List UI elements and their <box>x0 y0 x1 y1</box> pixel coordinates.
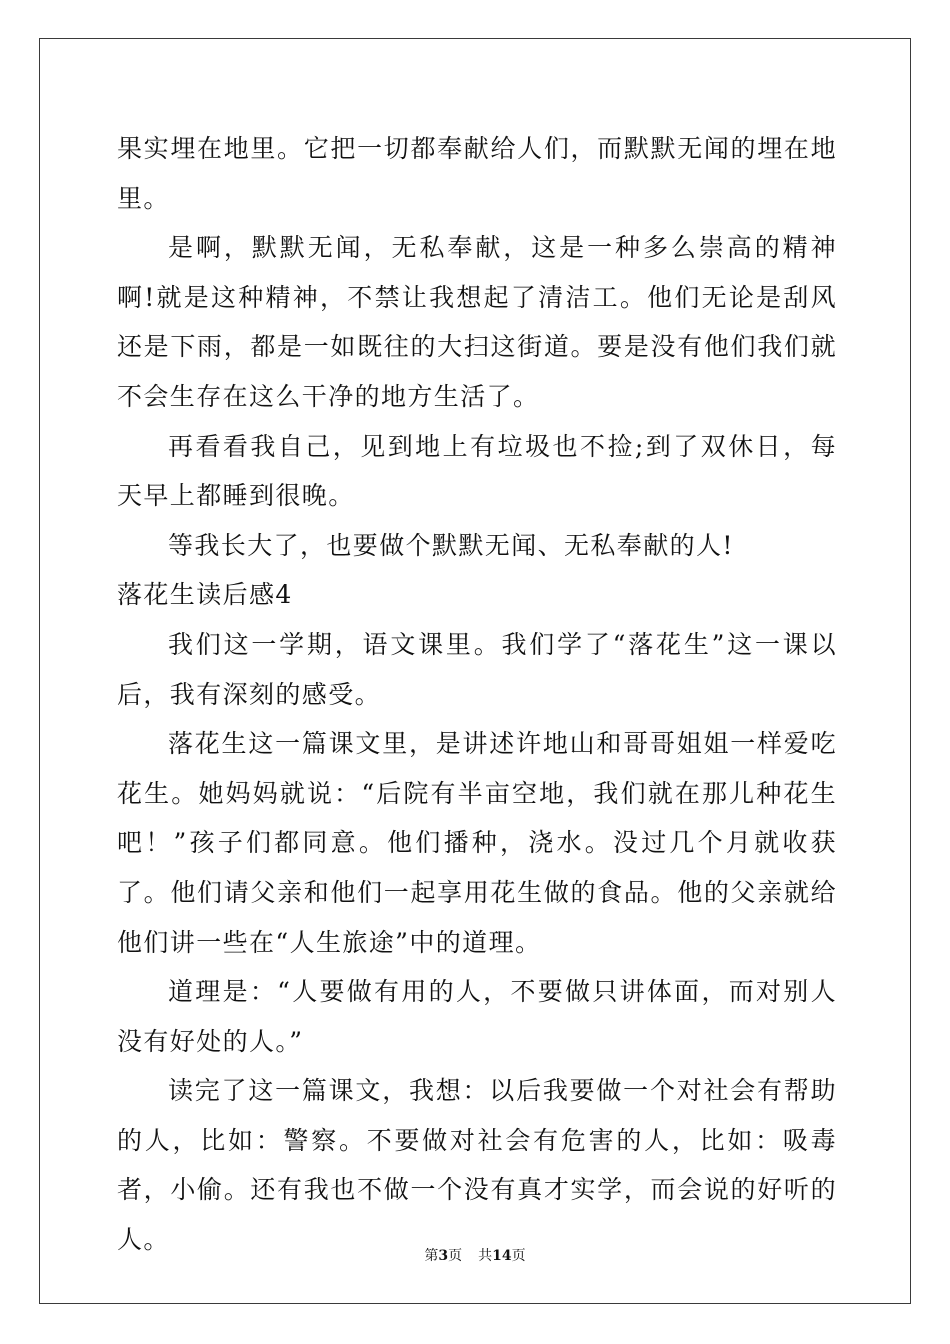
paragraph: 读完了这一篇课文，我想：以后我要做一个对社会有帮助的人，比如：警察。不要做对社会有危害的人，比如：吸毒者，小偷。还有我也不做一个没有真才实学，而会说的好听的人。 <box>117 1076 837 1255</box>
page-prefix: 第 <box>424 1248 439 1264</box>
paragraph: 道理是：“人要做有用的人，不要做只讲体面，而对别人没有好处的人。” <box>117 977 837 1056</box>
page-suffix: 页 <box>448 1248 463 1264</box>
page-footer <box>0 1246 950 1266</box>
paragraph: 是啊，默默无闻，无私奉献，这是一种多么崇高的精神啊!就是这种精神，不禁让我想起了清洁工。他们无论是刮风还是下雨，都是一如既往的大扫这街道。要是没有他们我们就不会生存在这么干净的地方生活了。 <box>117 233 837 411</box>
total-suffix: 页 <box>511 1248 526 1264</box>
paragraph: 落花生这一篇课文里，是讲述许地山和哥哥姐姐一样爱吃花生。她妈妈就说：“后院有半亩空地，我们就在那儿种花生吧！”孩子们都同意。他们播种，浇水。没过几个月就收获了。他们请父亲和他们一起享用花生做的食品。他的父亲就给他们讲一些在“人生旅途”中的道理。 <box>117 729 837 957</box>
paragraph: 我们这一学期，语文课里。我们学了“落花生”这一课以后，我有深刻的感受。 <box>117 629 837 709</box>
total-prefix: 共 <box>478 1248 493 1264</box>
total-pages: 14 <box>492 1248 512 1264</box>
paragraph: 果实埋在地里。它把一切都奉献给人们，而默默无闻的埋在地里。 <box>117 134 837 213</box>
page-number: 3 <box>438 1248 449 1264</box>
document-body <box>117 124 837 1265</box>
paragraph: 再看看我自己，见到地上有垃圾也不捡;到了双休日，每天早上都睡到很晚。 <box>117 431 837 511</box>
paragraph: 等我长大了，也要做个默默无闻、无私奉献的人! <box>168 530 734 560</box>
section-heading: 落花生读后感4 <box>117 580 293 610</box>
